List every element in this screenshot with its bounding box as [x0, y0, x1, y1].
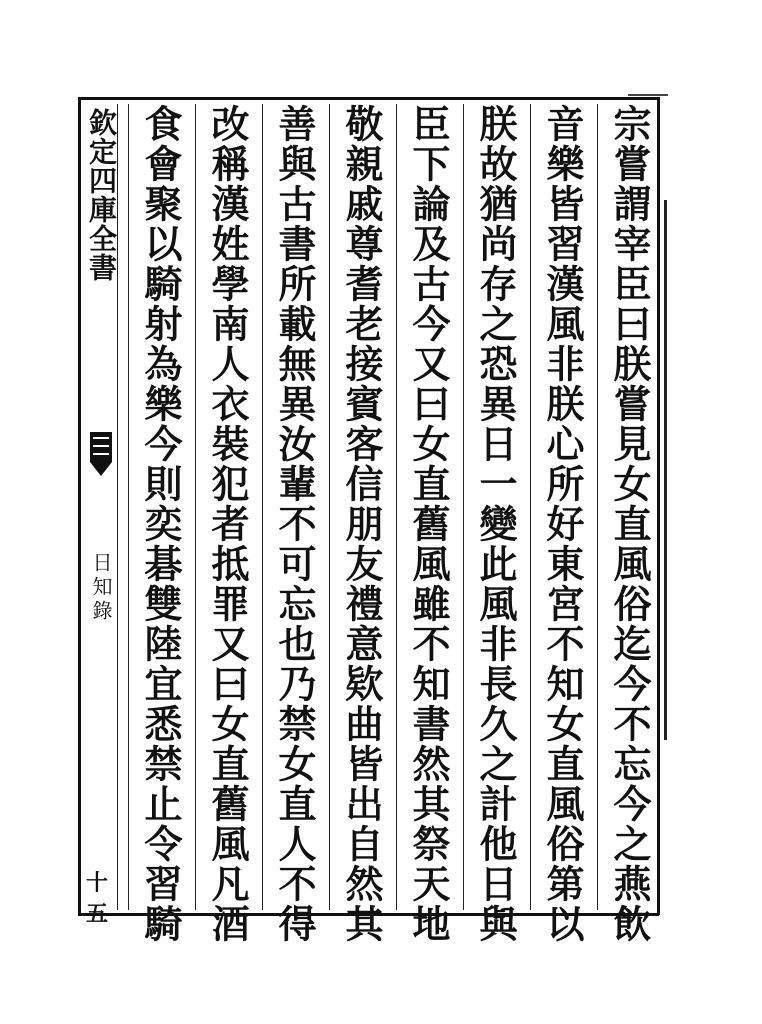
folio-number: 十五: [86, 870, 109, 927]
text-column-8: [128, 104, 190, 944]
text-column-2: [530, 104, 592, 944]
column-text: 敬親戚尊耆老接賓客信朋友禮意欵曲皆出自然其: [339, 104, 384, 944]
frame-left-rule: [78, 97, 81, 915]
text-column-7: [195, 104, 257, 944]
text-column-1: [597, 104, 659, 944]
column-text: 善與古書所載無異汝輩不可忘也乃禁女直人不得: [272, 104, 317, 944]
book-title: 日知錄: [89, 552, 113, 624]
fishtail-mark-icon: [90, 432, 112, 476]
column-text: 朕故猶尚存之恐異日一變此風非長久之計他日與: [473, 104, 518, 944]
column-text: 音樂皆習漢風非朕心所好東宮不知女直風俗第以: [540, 104, 585, 944]
collection-title: 欽定四庫全書: [85, 108, 118, 282]
text-column-5: [329, 104, 391, 944]
top-edge-line: [628, 94, 668, 96]
column-text: 食會聚以騎射為樂今則奕碁雙陸宜悉禁止令習騎: [138, 104, 183, 944]
text-column-3: [463, 104, 525, 944]
right-margin-bar: [664, 200, 667, 740]
column-text: 宗嘗謂宰臣曰朕嘗見女直風俗迄今不忘今之燕飲: [607, 104, 652, 944]
text-column-4: [396, 104, 458, 944]
page-margin-strip: [84, 104, 118, 927]
text-column-6: [262, 104, 324, 944]
column-text: 臣下論及古今又曰女直舊風雖不知書然其祭天地: [406, 104, 451, 944]
frame-top-rule: [78, 97, 659, 100]
column-text: 改稱漢姓學南人衣裝犯者抵罪又曰女直舊風凡酒: [205, 104, 250, 944]
